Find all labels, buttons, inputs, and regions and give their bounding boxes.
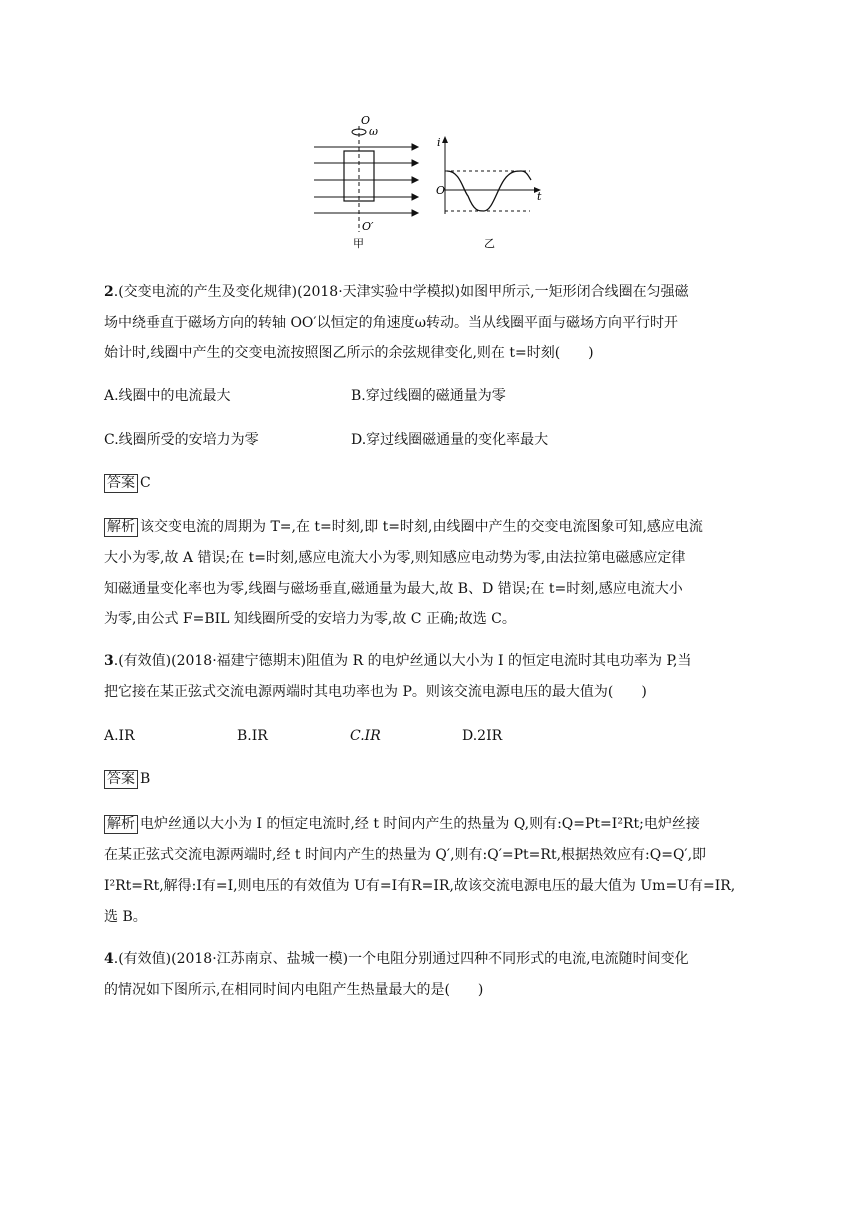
q2-option-d: D.穿过线圈磁通量的变化率最大 (351, 432, 549, 448)
q2-option-c: C.线圈所受的安培力为零 (104, 432, 259, 448)
answer-badge: 答案 (104, 770, 138, 789)
graph-t-label: t (537, 190, 542, 203)
q3-option-a: A.IR (104, 728, 135, 744)
q2-line-1: 2.(交变电流的产生及变化规律)(2018·天津实验中学模拟)如图甲所示,一矩形闭合线圈在匀强磁 (104, 284, 689, 300)
q3-line-1: 3.(有效值)(2018·福建宁德期末)阻值为 R 的电炉丝通以大小为 I 的恒定电流时其电功率为 P,当 (104, 653, 692, 669)
q2-analysis-2: 大小为零,故 A 错误;在 t=时刻,感应电流大小为零,则知感应电动势为零,由法拉第电磁感应定律 (104, 550, 686, 566)
q3-analysis-1: 解析 电炉丝通以大小为 I 的恒定电流时,经 t 时间内产生的热量为 Q,则有:Q=Pt=I²Rt;电炉丝接 (104, 815, 700, 834)
q3-line-2: 把它接在某正弦式交流电源两端时其电功率也为 P。则该交流电源电压的最大值为( ) (104, 684, 647, 700)
q4-line-1: 4.(有效值)(2018·江苏南京、盐城一模)一个电阻分别通过四种不同形式的电流,电流随时间变化 (104, 951, 689, 967)
analysis-badge: 解析 (104, 815, 138, 834)
omega-label: ω (369, 125, 378, 138)
cosine-curve (447, 171, 531, 211)
q2-option-a: A.线圈中的电流最大 (104, 388, 231, 404)
q2-answer: 答案 C (104, 474, 151, 493)
q2-line-2: 场中绕垂直于磁场方向的转轴 OO′以恒定的角速度ω转动。当从线圈平面与磁场方向平行时开 (104, 315, 678, 331)
q2-analysis-4: 为零,由公式 F=BIL 知线圈所受的安培力为零,故 C 正确;故选 C。 (104, 611, 516, 627)
figure-coil-and-graph (0, 0, 860, 260)
q2-analysis-3: 知磁通量变化率也为零,线圈与磁场垂直,磁通量为最大,故 B、D 错误;在 t=时刻,感应电流大小 (104, 581, 683, 597)
q3-option-d: D.2IR (462, 728, 503, 744)
graph-i-label: i (437, 136, 441, 149)
q3-answer: 答案 B (104, 770, 150, 789)
analysis-badge: 解析 (104, 518, 138, 537)
q4-line-2: 的情况如下图所示,在相同时间内电阻产生热量最大的是( ) (104, 982, 484, 998)
q3-option-c: C.IR (350, 728, 381, 744)
q2-line-3: 始计时,线圈中产生的交变电流按照图乙所示的余弦规律变化,则在 t=时刻( ) (104, 345, 594, 361)
caption-yi: 乙 (484, 237, 495, 250)
graph-origin-label: O (436, 184, 446, 197)
q3-analysis-4: 选 B。 (104, 909, 147, 925)
axis-label-O-prime: O′ (362, 220, 374, 233)
caption-jia: 甲 (353, 237, 364, 250)
q3-analysis-2: 在某正弦式交流电源两端时,经 t 时间内产生的热量为 Q′,则有:Q′=Pt=Rt,根据热效应有:Q=Q′,即 (104, 847, 707, 863)
q2-analysis-1: 解析 该交变电流的周期为 T=,在 t=时刻,即 t=时刻,由线圈中产生的交变电流图象可知,感应电流 (104, 518, 703, 537)
q3-option-b: B.IR (237, 728, 268, 744)
answer-badge: 答案 (104, 474, 138, 493)
q3-analysis-3: I²Rt=Rt,解得:I有=I,则电压的有效值为 U有=I有R=IR,故该交流电源电压的最大值为 Um=U有=IR, (104, 878, 736, 894)
q2-option-b: B.穿过线圈的磁通量为零 (351, 388, 506, 404)
axis-label-O: O (361, 114, 371, 127)
